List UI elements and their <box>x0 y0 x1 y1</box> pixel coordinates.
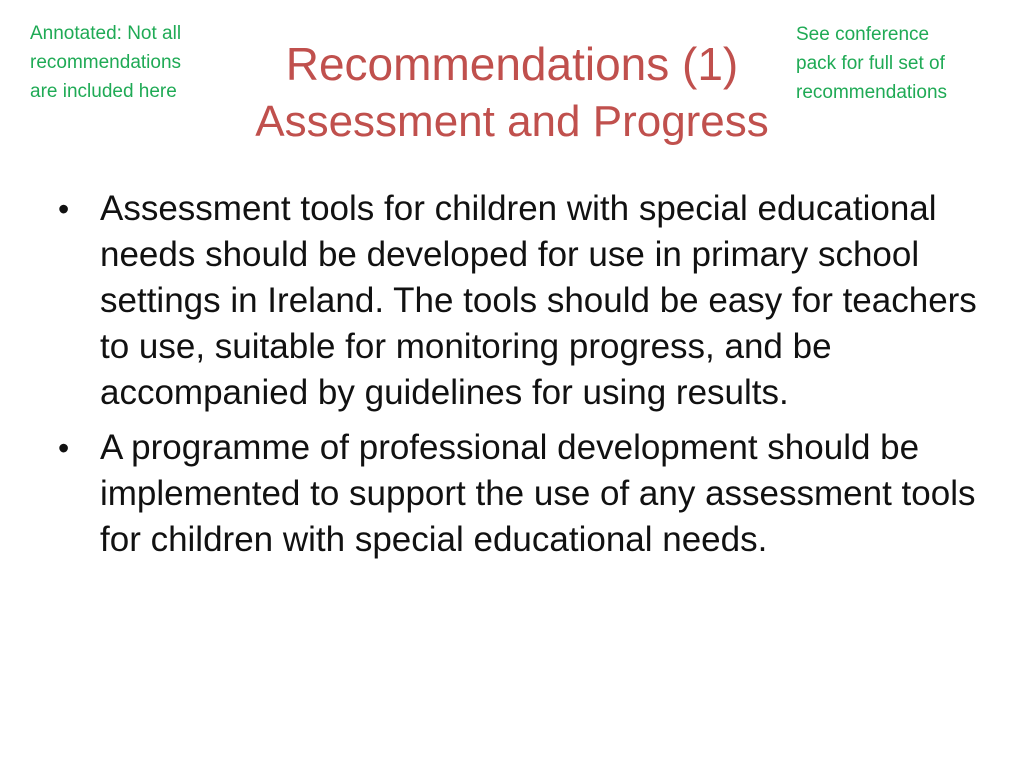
annotation-note-right: See conference pack for full set of recommendations <box>796 24 948 103</box>
bullet-item-2 <box>58 425 978 563</box>
title-line-2: Assessment and Progress <box>255 97 769 146</box>
bullet-dot-icon: • <box>58 430 70 466</box>
annotation-note-left: Annotated: Not all recommendations are included here <box>30 23 182 102</box>
bullet-item-1 <box>58 186 978 416</box>
bullet-text: Assessment tools for children with special educational needs should be developed for use in primary school settings in Ireland. The tools should be easy for teachers to use, suitable for monitoring progress, and be accompanied by guidelines for using results. <box>100 189 977 412</box>
bullet-text: A programme of professional development should be implemented to support the use of any assessment tools for children with special educational needs. <box>100 428 976 559</box>
slide-content <box>58 186 978 572</box>
bullet-dot-icon: • <box>58 191 70 227</box>
title-line-1: Recommendations (1) <box>285 38 739 90</box>
slide-title <box>180 36 844 152</box>
bullet-list <box>58 186 978 563</box>
